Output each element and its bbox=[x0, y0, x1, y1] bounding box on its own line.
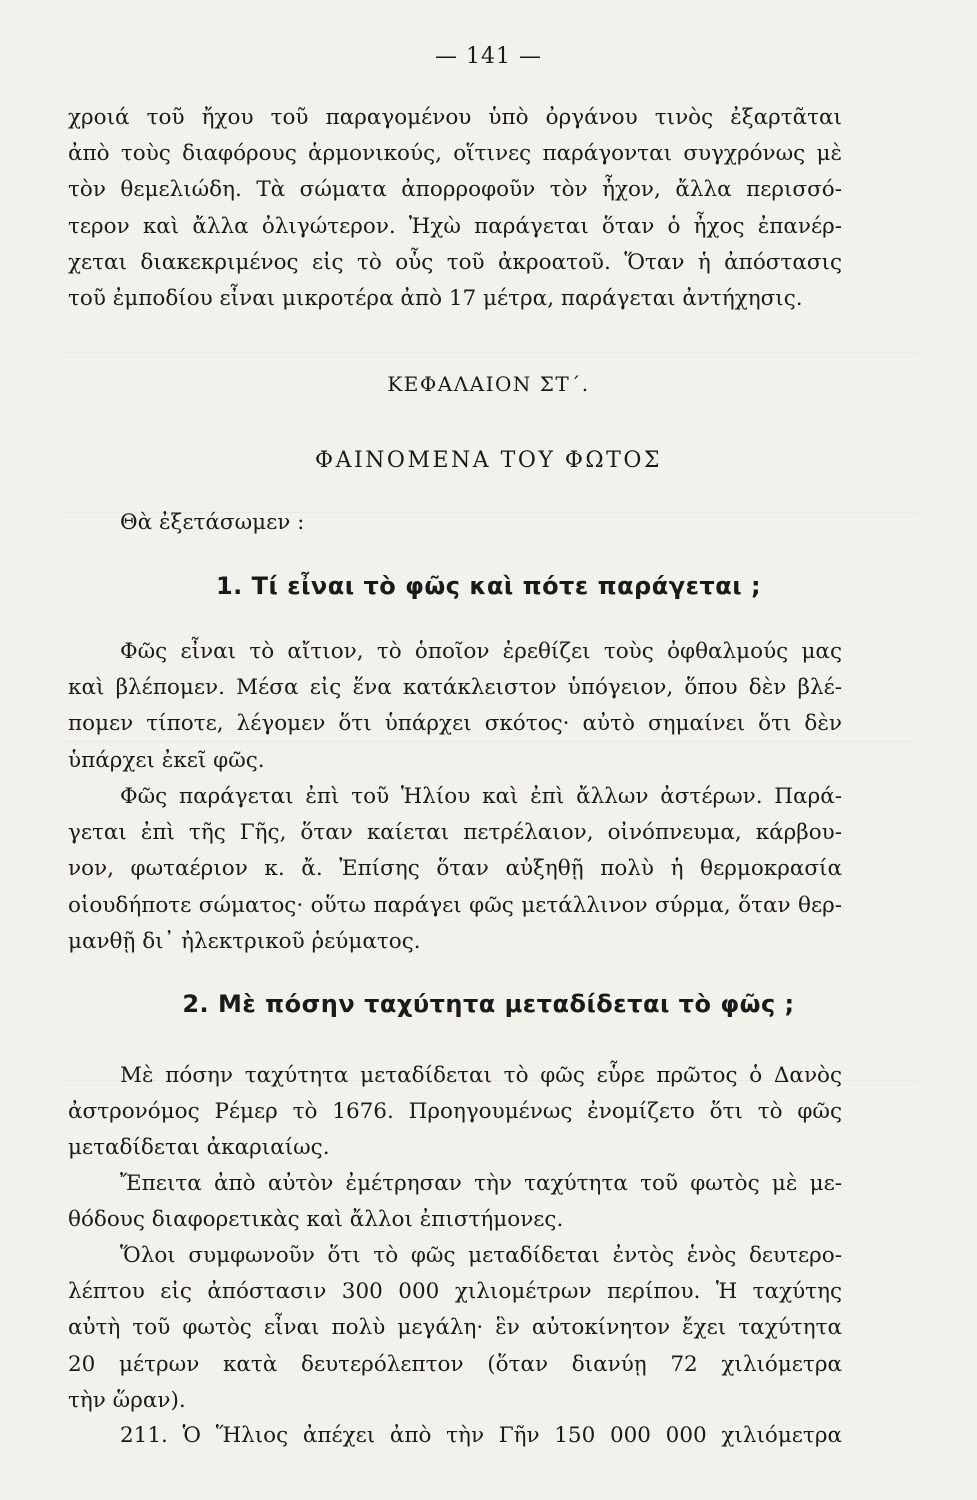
text-line: γεται ἐπὶ τῆς Γῆς, ὅταν καίεται πετρέλαιον, οἰνόπνευμα, κάρβου- bbox=[68, 820, 842, 846]
text-line: χροιά τοῦ ἤχου τοῦ παραγομένου ὑπὸ ὀργάνου τινὸς ἐξαρτᾶται bbox=[68, 105, 842, 130]
text-line: ὑπάρχει ἐκεῖ φῶς. bbox=[68, 747, 265, 773]
text-line: τοῦ ἐμποδίου εἶναι μικροτέρα ἀπὸ 17 μέτρα, παράγεται ἀντήχησις. bbox=[68, 286, 803, 312]
text-line: αὐτὴ τοῦ φωτὸς εἶναι πολὺ μεγάλη· ἓν αὐτοκίνητον ἔχει ταχύτητα bbox=[68, 1315, 842, 1341]
text-line: χεται διακεκριμένος εἰς τὸ οὖς τοῦ ἀκροατοῦ. Ὅταν ἡ ἀπόστασις bbox=[68, 249, 842, 275]
page-number: — 141 — bbox=[435, 44, 542, 69]
text-line: τὴν ὥραν). bbox=[68, 1387, 186, 1413]
intro-text: Θὰ ἐξετάσωμεν : bbox=[120, 510, 305, 535]
text-line: οἱουδήποτε σώματος· οὕτω παράγει φῶς μετάλλινον σύρμα, ὅταν θερ- bbox=[68, 892, 842, 918]
paragraph-roemer bbox=[68, 1058, 842, 1167]
text-line: 20 μέτρων κατὰ δευτερόλεπτον (ὅταν διανύῃ 72 χιλιόμετρα bbox=[68, 1351, 842, 1377]
text-line: τὸν θεμελιώδη. Τὰ σώματα ἀπορροφοῦν τὸν ἦχον, ἄλλα περισσό- bbox=[68, 177, 842, 203]
text-line: λέπτου εἰς ἀπόστασιν 300 000 χιλιομέτρων περίπου. Ἡ ταχύτης bbox=[68, 1279, 842, 1305]
question-1-heading: 1. Τί εἶναι τὸ φῶς καὶ πότε παράγεται ; bbox=[215, 572, 762, 600]
text-line: καὶ βλέπομεν. Μέσα εἰς ἕνα κατάκλειστον ὑπόγειον, ὅπου δὲν βλέ- bbox=[68, 675, 842, 701]
paragraph-light-definition bbox=[68, 634, 842, 779]
paragraph-later-measurements bbox=[68, 1166, 842, 1238]
question-2-heading: 2. Μὲ πόσην ταχύτητα μεταδίδεται τὸ φῶς ; bbox=[182, 990, 795, 1018]
text-line: μεταδίδεται ἀκαριαίως. bbox=[68, 1135, 330, 1161]
text-line: ἀπὸ τοὺς διαφόρους ἁρμονικούς, οἵτινες παράγονται συγχρόνως μὲ bbox=[68, 141, 842, 167]
paragraph-211-sun-distance bbox=[68, 1418, 842, 1454]
text-line: 211. Ὁ Ἥλιος ἀπέχει ἀπὸ τὴν Γῆν 150 000 000 χιλιόμετρα bbox=[120, 1423, 842, 1448]
text-line: Φῶς παράγεται ἐπὶ τοῦ Ἡλίου καὶ ἐπὶ ἄλλων ἀστέρων. Παρά- bbox=[120, 784, 842, 809]
chapter-heading: ΚΕΦΑΛΑΙΟΝ ΣΤ΄. bbox=[387, 372, 590, 396]
text-line: νον, φωταέριον κ. ἄ. Ἐπίσης ὅταν αὐξηθῇ πολὺ ἡ θερμοκρασία bbox=[68, 856, 842, 882]
paragraph-sound-timbre bbox=[68, 100, 842, 317]
text-line: Ἔπειτα ἀπὸ αὐτὸν ἐμέτρησαν τὴν ταχύτητα τοῦ φωτὸς μὲ με- bbox=[120, 1171, 842, 1196]
paragraph-speed-of-light bbox=[68, 1238, 842, 1419]
paragraph-light-sources bbox=[68, 779, 842, 960]
text-line: τερον καὶ ἄλλα ὀλιγώτερον. Ἠχὼ παράγεται ὅταν ὁ ἦχος ἐπανέρ- bbox=[68, 213, 842, 239]
text-line: Ὅλοι συμφωνοῦν ὅτι τὸ φῶς μεταδίδεται ἐντὸς ἑνὸς δευτερο- bbox=[120, 1243, 842, 1268]
text-line: θόδους διαφορετικὰς καὶ ἄλλοι ἐπιστήμονες. bbox=[68, 1207, 564, 1233]
text-line: μανθῇ δι᾽ ἠλεκτρικοῦ ῥεύματος. bbox=[68, 928, 421, 954]
text-line: Φῶς εἶναι τὸ αἴτιον, τὸ ὁποῖον ἐρεθίζει τοὺς ὀφθαλμούς μας bbox=[120, 639, 842, 664]
show-through-line bbox=[60, 352, 917, 353]
chapter-title: ΦΑΙΝΟΜΕΝΑ ΤΟΥ ΦΩΤΟΣ bbox=[315, 448, 662, 473]
text-line: ἀστρονόμος Ρέμερ τὸ 1676. Προηγουμένως ἐνομίζετο ὅτι τὸ φῶς bbox=[68, 1099, 842, 1125]
text-line: πομεν τίποτε, λέγομεν ὅτι ὑπάρχει σκότος· αὐτὸ σημαίνει ὅτι δὲν bbox=[68, 711, 842, 737]
text-line: Μὲ πόσην ταχύτητα μεταδίδεται τὸ φῶς εὗρε πρῶτος ὁ Δανὸς bbox=[120, 1063, 842, 1088]
